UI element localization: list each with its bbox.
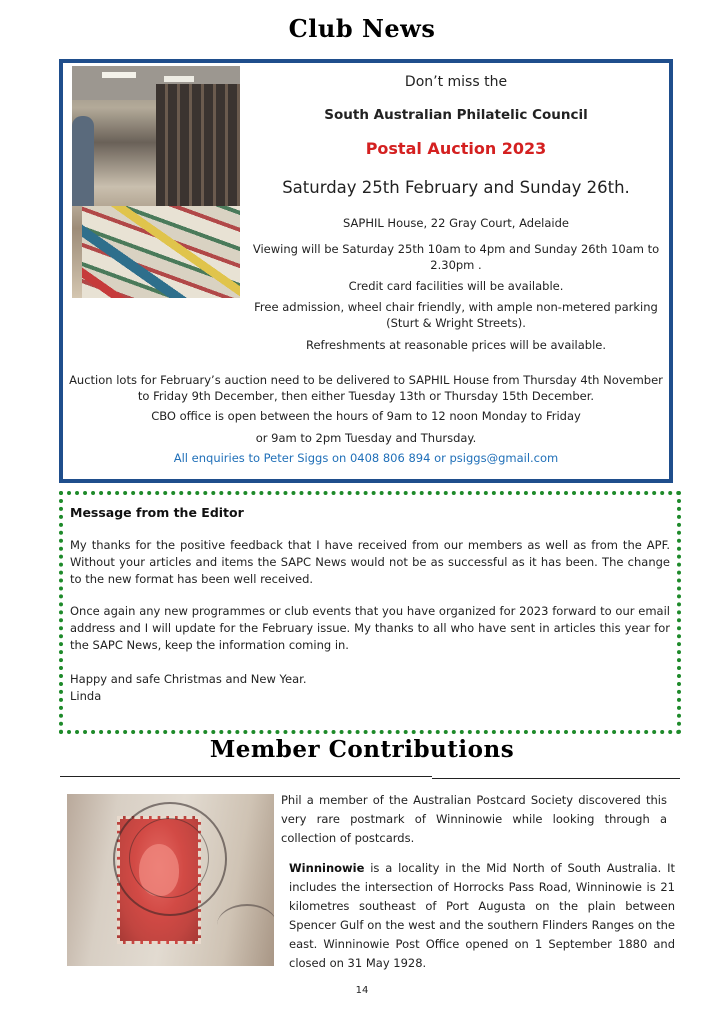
- page-number: 14: [355, 985, 369, 996]
- auction-credit-card-note: Credit card facilities will be available.: [348, 279, 564, 293]
- auction-room-photo: [72, 66, 240, 298]
- contribution-intro: Phil a member of the Australian Postcard Society discovered this very rare postmark of Winninowie while looking through a collection of postcards.: [281, 793, 667, 845]
- auction-lots-delivery-note: Auction lots for February’s auction need to be delivered to SAPHIL House from Thursday 4th November to Friday 9th December, then either Tuesday 13th or Thursday 15th December.: [69, 373, 663, 403]
- auction-address: SAPHIL House, 22 Gray Court, Adelaide: [343, 216, 569, 230]
- auction-council-name: South Australian Philatelic Council: [324, 107, 588, 123]
- auction-enquiries-contact: All enquiries to Peter Siggs on 0408 806 894 or psiggs@gmail.com: [173, 451, 559, 465]
- editor-paragraph: Once again any new programmes or club events that you have organized for 2023 forward to our email address and I will update for the February issue. My thanks to all who have sent in articles this year for the SAPC News, keep the information coming in.: [70, 604, 670, 652]
- postmark-stamp-photo: [67, 794, 274, 966]
- photo-person: [72, 116, 94, 206]
- auction-event-title: Postal Auction 2023: [365, 139, 547, 158]
- postcard-handwriting: [217, 904, 274, 946]
- editor-greeting: Happy and safe Christmas and New Year.: [70, 672, 307, 686]
- auction-refreshments-note: Refreshments at reasonable prices will be available.: [305, 338, 607, 352]
- auction-intro-text: Don’t miss the: [404, 74, 508, 90]
- photo-ceiling-light: [102, 72, 136, 78]
- cbo-office-hours-line1: CBO office is open between the hours of 9am to 12 noon Monday to Friday: [151, 409, 581, 423]
- photo-ceiling-light: [164, 76, 194, 82]
- place-name: Winninowie: [289, 861, 365, 875]
- club-news-title: Club News: [288, 14, 436, 43]
- postmark-inner-ring: [129, 818, 209, 898]
- section-divider: [60, 776, 432, 777]
- auction-dates: Saturday 25th February and Sunday 26th.: [282, 178, 630, 197]
- auction-viewing-times: Viewing will be Saturday 25th 10am to 4pm and Sunday 26th 10am to 2.30pm .: [252, 242, 660, 272]
- editor-heading: Message from the Editor: [70, 505, 244, 520]
- editor-signature: Linda: [70, 689, 102, 703]
- member-contributions-title: Member Contributions: [209, 736, 515, 763]
- photo-shelves: [156, 84, 240, 216]
- editor-paragraph: My thanks for the positive feedback that I have received from our members as well as from the APF. Without your articles and items the SAPC News would not be as successful as it has been. The change to the new format has been well received.: [70, 538, 670, 586]
- place-description: is a locality in the Mid North of South Australia. It includes the intersection of Horrocks Pass Road, Winninowie is 21 kilometres southeast of Port Augusta on the plain between Spencer Gulf on the west and the southern Flinders Ranges on the east. Winninowie Post Office opened on 1 September 1880 and closed on 31 May 1928.: [289, 861, 675, 970]
- photo-stamp-table: [82, 206, 240, 298]
- section-divider: [432, 778, 680, 779]
- auction-admission-note: Free admission, wheel chair friendly, with ample non-metered parking (Sturt & Wright Streets).: [254, 300, 658, 330]
- cbo-office-hours-line2: or 9am to 2pm Tuesday and Thursday.: [255, 431, 477, 445]
- winninowie-description: [289, 859, 675, 973]
